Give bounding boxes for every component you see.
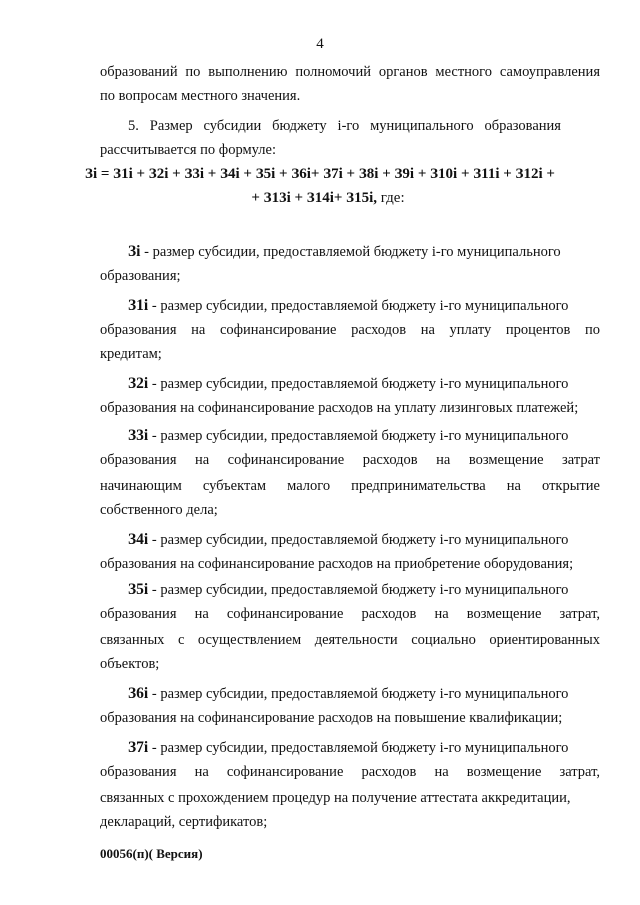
- definition-continuation: кредитам;: [100, 346, 162, 362]
- definition-continuation: деклараций, сертификатов;: [100, 814, 268, 830]
- definition-continuation: образования на софинансирование расходов на повышение квалификации;: [100, 710, 563, 726]
- definition-text: - размер субсидии, предоставляемой бюджету i-го муниципального: [148, 582, 569, 598]
- definition-term: З3i: [128, 427, 149, 444]
- definition-continuation: образования на софинансирование расходов на возмещение затрат: [100, 452, 600, 468]
- formula-terms: + З13i + З14i+ З15i,: [251, 190, 378, 206]
- definition-continuation: связанных с прохождением процедур на получение аттестата аккредитации,: [100, 790, 571, 806]
- document-footer-code: 00056(п)( Версия): [100, 846, 203, 861]
- definition-term-line: [128, 242, 600, 262]
- formula-line-2: [8, 190, 640, 207]
- definition-continuation: образования на софинансирование расходов на возмещение затрат,: [100, 606, 600, 622]
- definition-text: - размер субсидии, предоставляемой бюджету i-го муниципального: [148, 298, 569, 314]
- definition-text: - размер субсидии, предоставляемой бюджету i-го муниципального: [148, 532, 569, 548]
- definition-continuation: образования на софинансирование расходов на приобретение оборудования;: [100, 556, 574, 572]
- definition-continuation: начинающим субъектам малого предпринимательства на открытие: [100, 478, 600, 494]
- formula-line-1: Зi = З1i + З2i + З3i + З4i + З5i + З6i+ З7i + З8i + З9i + З10i + З11i + З12i +: [85, 166, 555, 182]
- page-number: 4: [316, 36, 324, 52]
- definition-continuation: образования;: [100, 268, 181, 284]
- definition-continuation: связанных с осуществлением деятельности социально ориентированных: [100, 632, 600, 648]
- definition-continuation: образования на софинансирование расходов на уплату процентов по: [100, 322, 600, 338]
- definition-text: - размер субсидии, предоставляемой бюджету i-го муниципального: [148, 740, 569, 756]
- intro-line-1: образований по выполнению полномочий органов местного самоуправления: [100, 64, 600, 80]
- definition-term-line: [128, 296, 600, 316]
- definition-continuation: собственного дела;: [100, 502, 218, 518]
- definition-term: З1i: [128, 297, 149, 314]
- definition-term: З6i: [128, 685, 149, 702]
- definition-term-line: [128, 684, 600, 704]
- definition-term-line: [128, 530, 600, 550]
- definition-term-line: [128, 374, 600, 394]
- definition-term: З4i: [128, 531, 149, 548]
- definition-continuation: объектов;: [100, 656, 160, 672]
- definition-continuation: образования на софинансирование расходов на возмещение затрат,: [100, 764, 600, 780]
- definition-continuation: образования на софинансирование расходов на уплату лизинговых платежей;: [100, 400, 579, 416]
- definition-text: - размер субсидии, предоставляемой бюджету i-го муниципального: [148, 428, 569, 444]
- definition-term-line: [128, 426, 600, 446]
- definition-term: З5i: [128, 581, 149, 598]
- definition-term: Зi: [128, 243, 141, 260]
- definition-term-line: [128, 738, 600, 758]
- point-5-line-2: рассчитывается по формуле:: [100, 142, 276, 158]
- definition-text: - размер субсидии, предоставляемой бюджету i-го муниципального: [148, 686, 569, 702]
- point-5-line-1: 5. Размер субсидии бюджету i-го муниципального образования: [128, 118, 561, 134]
- formula-where: где:: [377, 190, 405, 206]
- intro-line-2: по вопросам местного значения.: [100, 88, 301, 104]
- definition-term: З2i: [128, 375, 149, 392]
- definition-term-line: [128, 580, 600, 600]
- definition-text: - размер субсидии, предоставляемой бюджету i-го муниципального: [140, 244, 561, 260]
- definition-text: - размер субсидии, предоставляемой бюджету i-го муниципального: [148, 376, 569, 392]
- definition-term: З7i: [128, 739, 149, 756]
